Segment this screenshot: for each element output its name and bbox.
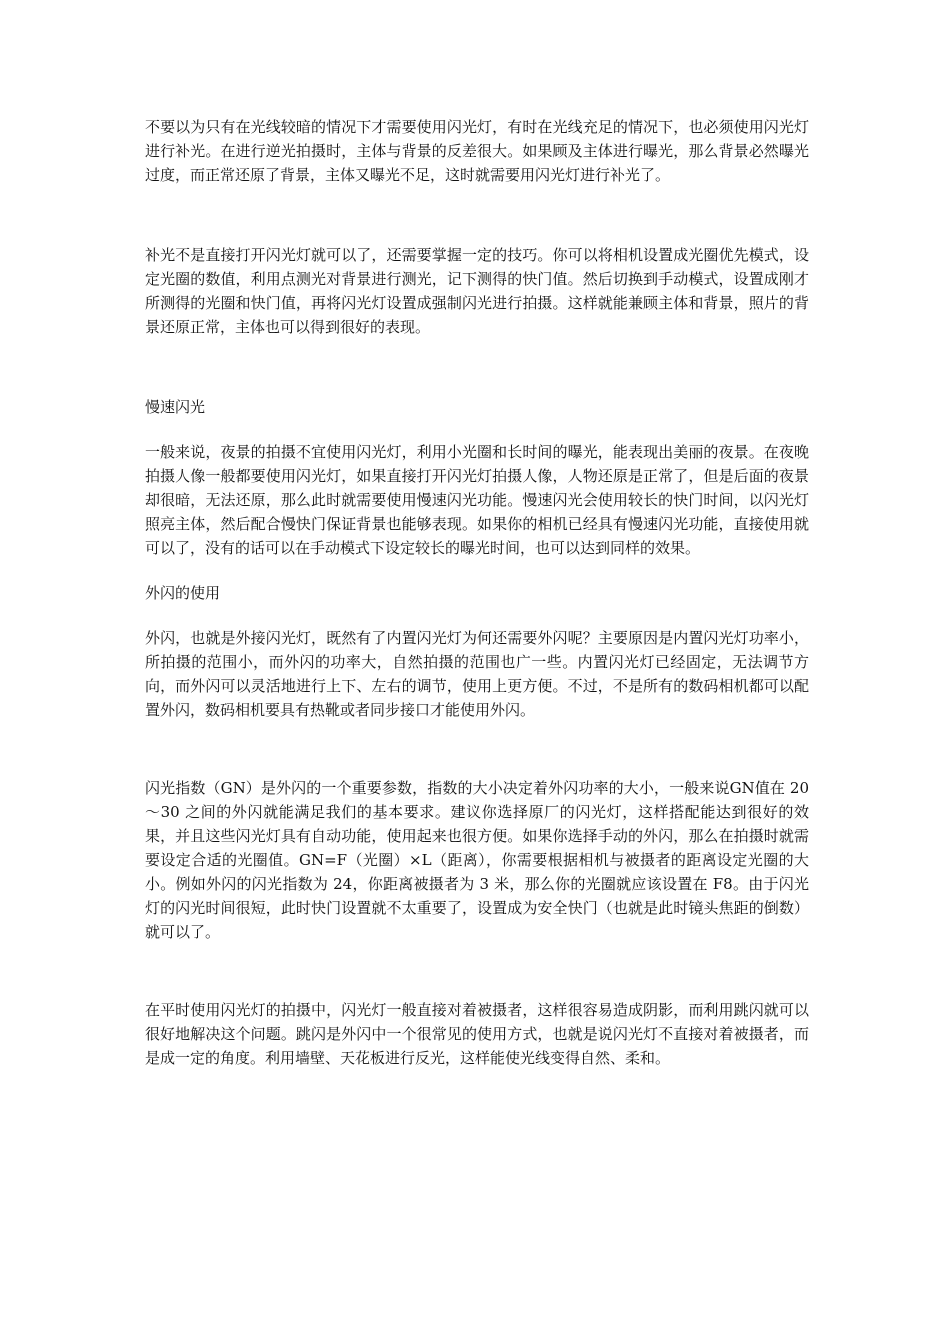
paragraph-guide-number: 闪光指数（GN）是外闪的一个重要参数，指数的大小决定着外闪功率的大小，一般来说GN值在 20～30 之间的外闪就能满足我们的基本要求。建议你选择原厂的闪光灯，这样搭配能达到很好的效果，并且这些闪光灯具有自动功能，使用起来也很方便。如果你选择手动的外闪，那么在拍摄时就需要设定合适的光圈值。GN=F（光圈）×L（距离），你需要根据相机与被摄者的距离设定光圈的大小。例如外闪的闪光指数为 24，你距离被摄者为 3 米，那么你的光圈就应该设置在 F8。由于闪光灯的闪光时间很短，此时快门设置就不太重要了，设置成为安全快门（也就是此时镜头焦距的倒数）就可以了。 xyxy=(145,779,809,941)
document-body xyxy=(145,115,809,1070)
paragraph-fill-flash-intro: 不要以为只有在光线较暗的情况下才需要使用闪光灯，有时在光线充足的情况下，也必须使用闪光灯进行补光。在进行逆光拍摄时，主体与背景的反差很大。如果顾及主体进行曝光，那么背景必然曝光过度，而正常还原了背景，主体又曝光不足，这时就需要用闪光灯进行补光了。 xyxy=(145,118,809,184)
paragraph-slow-sync: 一般来说，夜景的拍摄不宜使用闪光灯，利用小光圈和长时间的曝光，能表现出美丽的夜景。在夜晚拍摄人像一般都要使用闪光灯，如果直接打开闪光灯拍摄人像，人物还原是正常了，但是后面的夜景却很暗，无法还原，那么此时就需要使用慢速闪光功能。慢速闪光会使用较长的快门时间，以闪光灯照亮主体，然后配合慢快门保证背景也能够表现。如果你的相机已经具有慢速闪光功能，直接使用就可以了，没有的话可以在手动模式下设定较长的曝光时间，也可以达到同样的效果。 xyxy=(145,443,809,557)
spacer xyxy=(145,944,809,998)
paragraph-bounce-flash: 在平时使用闪光灯的拍摄中，闪光灯一般直接对着被摄者，这样很容易造成阴影，而利用跳闪就可以很好地解决这个问题。跳闪是外闪中一个很常见的使用方式，也就是说闪光灯不直接对着被摄者，而是成一定的角度。利用墙壁、天花板进行反光，这样能使光线变得自然、柔和。 xyxy=(145,1001,809,1067)
spacer xyxy=(145,722,809,776)
spacer xyxy=(145,339,809,395)
paragraph-fill-flash-technique: 补光不是直接打开闪光灯就可以了，还需要掌握一定的技巧。你可以将相机设置成光圈优先模式，设定光圈的数值，利用点测光对背景进行测光，记下测得的快门值。然后切换到手动模式，设置成刚才所测得的光圈和快门值，再将闪光灯设置成强制闪光进行拍摄。这样就能兼顾主体和背景，照片的背景还原正常，主体也可以得到很好的表现。 xyxy=(145,246,809,336)
spacer xyxy=(145,605,809,626)
section-heading-external-flash: 外闪的使用 xyxy=(145,584,221,602)
section-heading-slow-sync: 慢速闪光 xyxy=(145,398,206,416)
spacer xyxy=(145,187,809,243)
paragraph-external-flash: 外闪，也就是外接闪光灯，既然有了内置闪光灯为何还需要外闪呢？主要原因是内置闪光灯功率小，所拍摄的范围小，而外闪的功率大，自然拍摄的范围也广一些。内置闪光灯已经固定，无法调节方向，而外闪可以灵活地进行上下、左右的调节，使用上更方便。不过，不是所有的数码相机都可以配置外闪，数码相机要具有热靴或者同步接口才能使用外闪。 xyxy=(145,629,809,719)
spacer xyxy=(145,419,809,440)
spacer xyxy=(145,560,809,581)
